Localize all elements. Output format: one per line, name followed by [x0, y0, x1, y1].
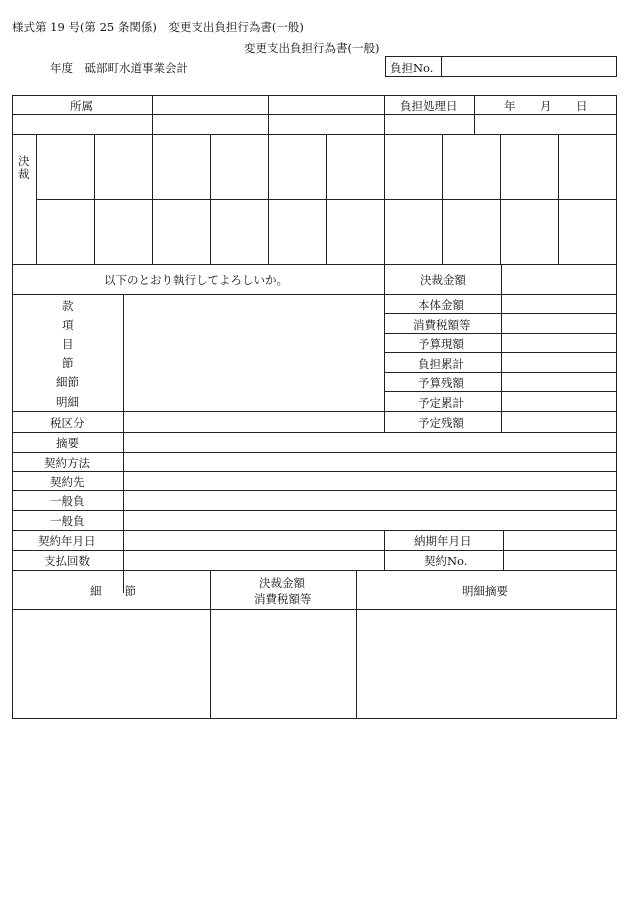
- budget-label-setsu: 節: [62, 356, 74, 370]
- date-day: 日: [576, 99, 588, 113]
- processing-date-label: 負担処理日: [400, 99, 458, 113]
- contract-date-label: 契約年月日: [38, 534, 96, 548]
- burden-no-label: 負担No.: [390, 61, 434, 75]
- approval-label: 決 裁: [18, 154, 30, 181]
- budget-balance-label: 予算残額: [418, 376, 464, 390]
- tax-category-label: 税区分: [50, 416, 85, 430]
- tax-amount-label: 消費税額等: [413, 318, 471, 332]
- affiliation-label: 所属: [70, 99, 93, 113]
- document-title: 変更支出負担行為書(一般): [244, 41, 380, 55]
- summary-label: 摘要: [56, 436, 79, 450]
- form-frame: [12, 95, 617, 719]
- general-1-label: 一般負: [50, 494, 85, 508]
- bottom-approval-amount-header: 決裁金額: [259, 576, 305, 590]
- detail-summary-header: 明細摘要: [462, 584, 508, 598]
- budget-label-moku: 目: [62, 337, 74, 351]
- contractor-label: 契約先: [50, 475, 85, 489]
- bottom-tax-amount-header: 消費税額等: [254, 592, 312, 606]
- planned-balance-label: 予定残額: [418, 416, 464, 430]
- delivery-date-label: 納期年月日: [414, 534, 472, 548]
- payment-count-label: 支払回数: [44, 554, 90, 568]
- budget-label-kan: 款: [62, 299, 74, 313]
- budget-label-saisetsu: 細節: [56, 375, 79, 389]
- fiscal-year-label: 年度 砥部町水道事業会計: [50, 61, 188, 75]
- contract-no-label: 契約No.: [424, 554, 468, 568]
- planned-total-label: 予定累計: [418, 396, 464, 410]
- date-month: 月: [540, 99, 552, 113]
- burden-total-label: 負担累計: [418, 357, 464, 371]
- approval-amount-label: 決裁金額: [420, 273, 466, 287]
- date-year: 年: [504, 99, 516, 113]
- sub-section-header: 細 節: [90, 584, 136, 598]
- general-2-label: 一般負: [50, 514, 85, 528]
- budget-current-label: 予算現額: [418, 337, 464, 351]
- form-number: 様式第 19 号(第 25 条関係) 変更支出負担行為書(一般): [12, 20, 304, 34]
- contract-method-label: 契約方法: [44, 456, 90, 470]
- budget-label-meisai: 明細: [56, 395, 79, 409]
- budget-label-kou: 項: [62, 318, 74, 332]
- main-amount-label: 本体金額: [418, 298, 464, 312]
- request-text: 以下のとおり執行してよろしいか。: [104, 273, 288, 287]
